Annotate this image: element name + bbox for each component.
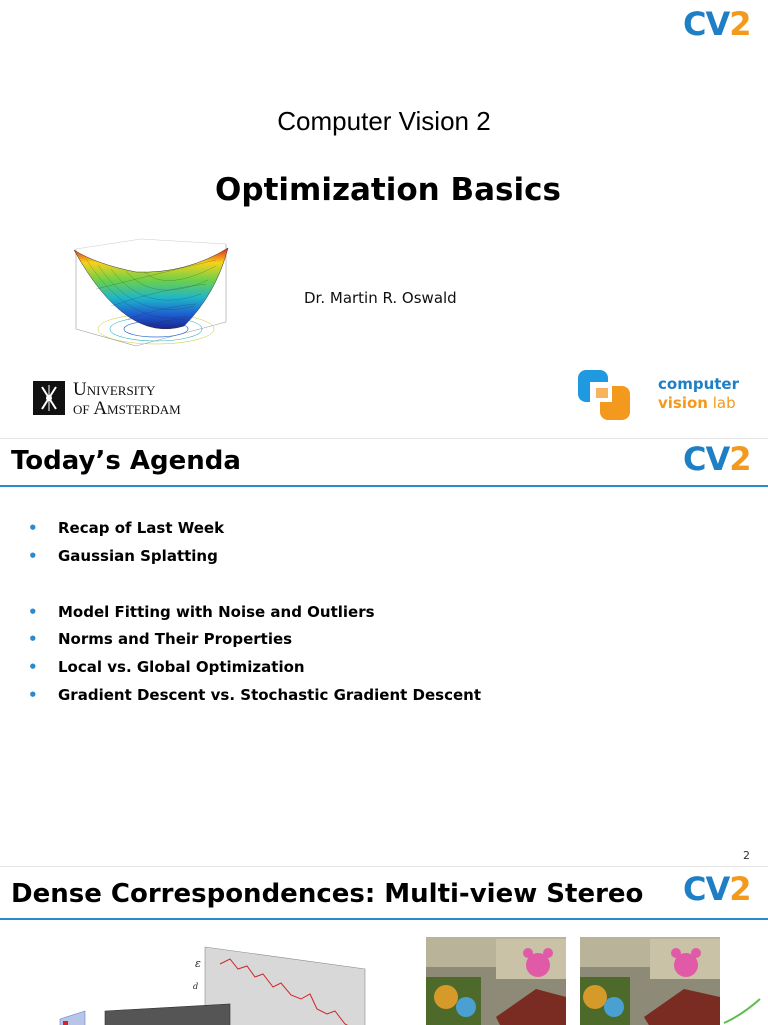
- title-rule: [0, 918, 768, 920]
- cost-volume-figure: [55, 939, 395, 1025]
- stereo-image-right: [580, 937, 720, 1025]
- cv2-logo: CV2: [683, 440, 751, 478]
- paraboloid-surface-figure: [66, 234, 236, 354]
- green-arrow-fragment: [722, 995, 762, 1025]
- title-slide: [0, 0, 768, 438]
- mvs-slide: [0, 866, 768, 1025]
- cvl-logo-icon: [576, 366, 634, 424]
- cv2-logo: CV2: [683, 870, 751, 908]
- cv2-logo: CV2: [683, 5, 751, 43]
- stereo-image-left: [426, 937, 566, 1025]
- title-rule: [0, 485, 768, 487]
- course-title: Computer Vision 2: [277, 106, 491, 136]
- slide-title: Today’s Agenda: [11, 446, 241, 476]
- uva-line2: of Amsterdam: [73, 398, 181, 419]
- cvl-logo-text: computer vision lab: [658, 375, 739, 412]
- uva-crest-icon: [33, 381, 65, 415]
- lecture-title: Optimization Basics: [215, 172, 561, 208]
- uva-line1: University: [73, 379, 156, 400]
- page-number: 2: [743, 849, 750, 862]
- d-label: d: [193, 982, 199, 991]
- author-name: Dr. Martin R. Oswald: [304, 289, 457, 307]
- epsilon-label: ε: [195, 957, 201, 970]
- slide-title: Dense Correspondences: Multi-view Stereo: [11, 879, 644, 909]
- agenda-slide: Today’s Agenda CV2 • Recap of Last Week • Gaussian Splatting • Model Fitting with Noise and Outliers • Norms and Their Properties • Local vs. Global Optimization • Gradient Descent vs. Stochastic Gradient Descent 2: [0, 438, 768, 867]
